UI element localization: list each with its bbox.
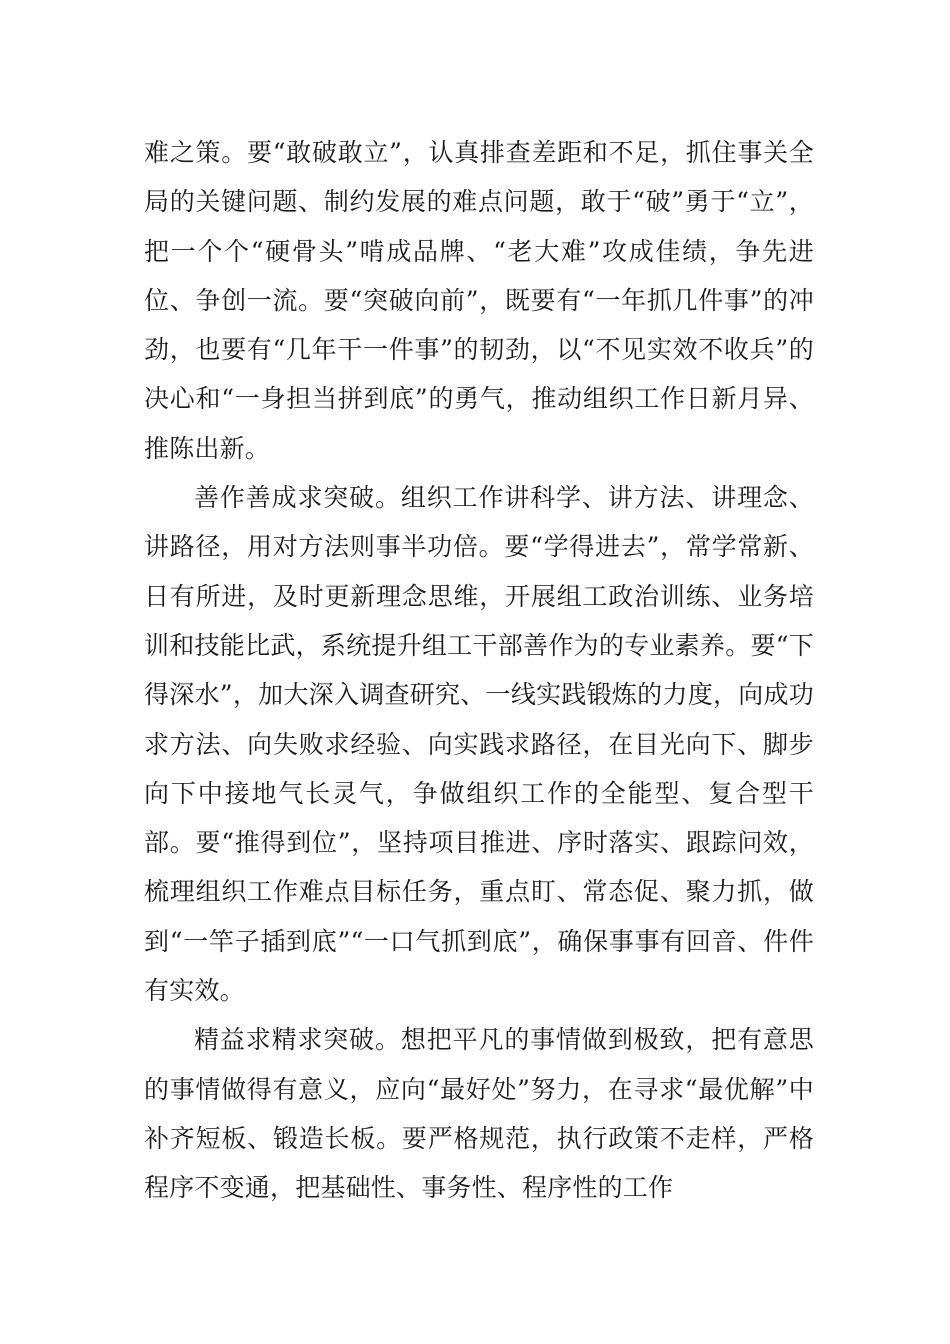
paragraph-1: 难之策。要“敢破敢立”，认真排查差距和不足，抓住事关全局的关键问题、制约发展的难点问题，敢于“破”勇于“立”，把一个个“硬骨头”啃成品牌、“老大难”攻成佳绩，争先进位、争创一流。要“突破向前”，既要有“一年抓几件事”的冲劲，也要有“几年干一件事”的韧劲，以“不见实效不收兵”的决心和“一身担当拼到底”的勇气，推动组织工作日新月异、推陈出新。	[144, 138, 814, 463]
paragraph-2: 善作善成求突破。组织工作讲科学、讲方法、讲理念、讲路径，用对方法则事半功倍。要“学得进去”，常学常新、日有所进，及时更新理念思维，开展组工政治训练、业务培训和技能比武，系统提升组工干部善作为的专业素养。要“下得深水”，加大深入调查研究、一线实践锻炼的力度，向成功求方法、向失败求经验、向实践求路径，在目光向下、脚步向下中接地气长灵气，争做组织工作的全能型、复合型干部。要“推得到位”，坚持项目推进、序时落实、跟踪问效，梳理组织工作难点目标任务，重点盯、常态促、聚力抓，做到“一竿子插到底”“一口气抓到底”，确保事事有回音、件件有实效。	[144, 483, 814, 1006]
paragraph-3: 精益求精求突破。想把平凡的事情做到极致，把有意思的事情做得有意义，应向“最好处”努力，在寻求“最优解”中补齐短板、锻造长板。要严格规范，执行政策不走样，严格程序不变通，把基础性、事务性、程序性的工作	[144, 1025, 814, 1203]
document-body	[144, 128, 814, 1213]
